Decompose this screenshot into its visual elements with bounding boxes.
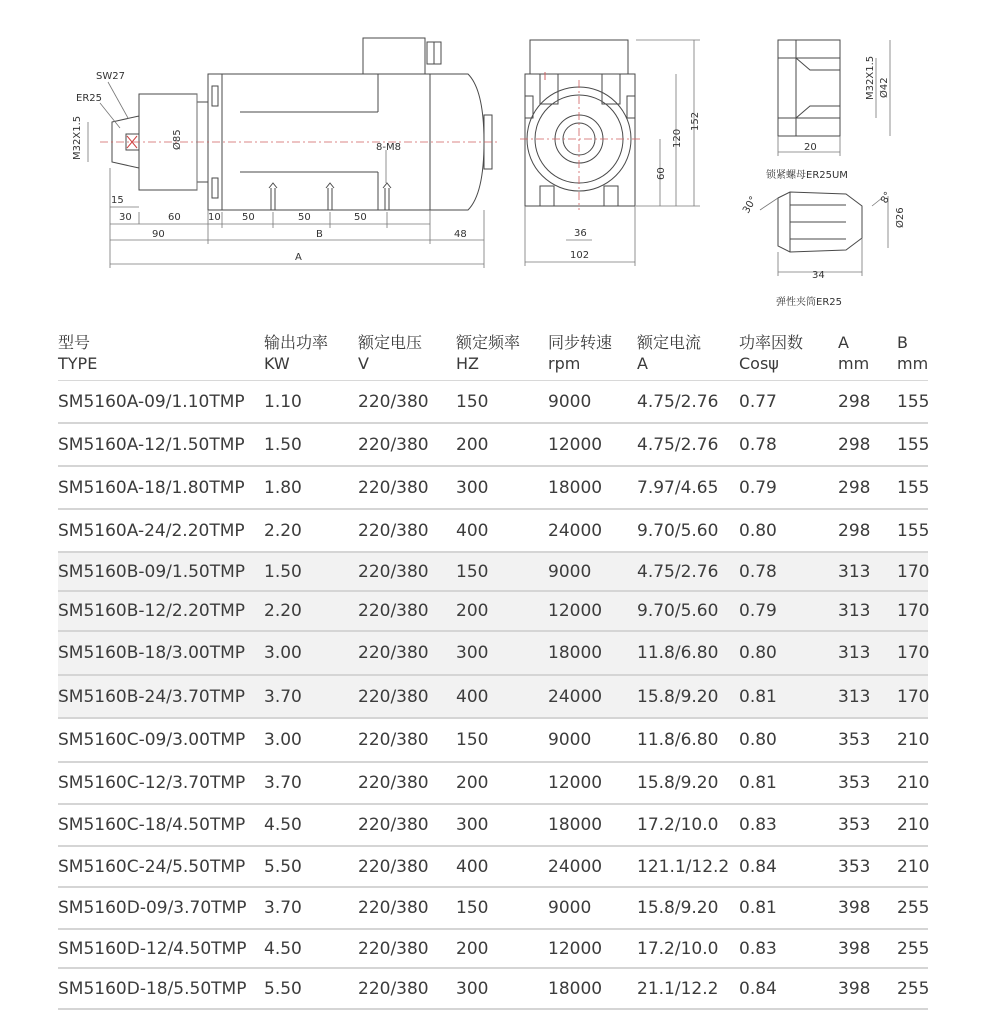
table-cell: SM5160B-09/1.50TMP	[58, 561, 246, 582]
header-en: TYPE	[58, 354, 98, 373]
label-30: 30	[119, 212, 132, 223]
table-cell: 210	[897, 730, 930, 750]
table-cell: 220/380	[358, 434, 429, 455]
label-sw27: SW27	[96, 71, 125, 82]
table-cell: 18000	[548, 477, 603, 498]
table-cell: 353	[838, 773, 871, 793]
table-cell: SM5160C-24/5.50TMP	[58, 856, 246, 877]
header-zh: 输出功率	[264, 333, 329, 352]
table-cell: 15.8/9.20	[637, 898, 719, 918]
table-cell: 155	[897, 434, 930, 455]
header-zh: 型号	[58, 333, 91, 352]
table-cell: 353	[838, 815, 871, 835]
table-cell: 220/380	[358, 730, 429, 750]
table-cell: 220/380	[358, 978, 429, 999]
table-cell: 155	[897, 520, 930, 541]
table-cell: 210	[897, 815, 930, 835]
table-cell: SM5160C-18/4.50TMP	[58, 815, 246, 835]
header-cell	[264, 328, 358, 380]
header-en: Cosψ	[739, 354, 779, 373]
table-cell: 255	[897, 978, 930, 999]
label-60-front: 60	[656, 167, 667, 180]
label-m32x15-nut: M32X1.5	[865, 55, 876, 100]
table-row	[58, 467, 928, 510]
table-cell: 220/380	[358, 856, 429, 877]
table-cell: 353	[838, 730, 871, 750]
label-d85: Ø85	[172, 129, 183, 150]
table-cell: 0.78	[739, 434, 777, 455]
table-cell: 0.80	[739, 520, 777, 541]
table-cell: 12000	[548, 434, 603, 455]
label-36: 36	[574, 228, 587, 239]
table-cell: SM5160C-09/3.00TMP	[58, 730, 246, 750]
header-zh: 同步转速	[548, 333, 613, 352]
header-en: KW	[264, 354, 290, 373]
table-cell: 12000	[548, 601, 603, 621]
table-cell: 0.78	[739, 561, 777, 582]
table-cell: SM5160A-24/2.20TMP	[58, 520, 245, 541]
table-row	[58, 553, 928, 592]
table-cell: 200	[456, 938, 489, 959]
table-cell: 12000	[548, 773, 603, 793]
label-102: 102	[570, 250, 590, 261]
table-header	[58, 328, 928, 381]
table-cell: 3.70	[264, 898, 302, 918]
table-cell: 9.70/5.60	[637, 520, 719, 541]
table-cell: 0.80	[739, 730, 777, 750]
table-cell: 15.8/9.20	[637, 686, 719, 707]
table-cell: 0.81	[739, 686, 777, 707]
table-cell: 4.50	[264, 815, 302, 835]
header-cell	[838, 328, 897, 380]
table-cell: SM5160D-09/3.70TMP	[58, 898, 247, 918]
table-cell: SM5160A-09/1.10TMP	[58, 391, 245, 412]
header-cell	[358, 328, 456, 380]
table-row	[58, 930, 928, 969]
header-en: A	[637, 354, 648, 373]
table-cell: 220/380	[358, 773, 429, 793]
table-cell: 220/380	[358, 477, 429, 498]
label-34: 34	[812, 270, 825, 281]
table-cell: 298	[838, 434, 871, 455]
table-cell: 313	[838, 643, 871, 663]
label-15: 15	[111, 195, 124, 206]
table-cell: SM5160D-18/5.50TMP	[58, 978, 247, 999]
header-en: mm	[897, 354, 929, 373]
header-zh: 额定频率	[456, 333, 521, 352]
label-d26: Ø26	[895, 207, 906, 228]
table-row	[58, 969, 928, 1010]
table-cell: 17.2/10.0	[637, 815, 719, 835]
table-row	[58, 632, 928, 676]
table-cell: 0.80	[739, 643, 777, 663]
table-cell: 150	[456, 730, 489, 750]
table-cell: 0.79	[739, 601, 777, 621]
table-cell: 220/380	[358, 898, 429, 918]
nut-caption: 锁紧螺母ER25UM	[766, 170, 848, 181]
table-cell: 220/380	[358, 391, 429, 412]
table-cell: SM5160C-12/3.70TMP	[58, 773, 246, 793]
table-cell: 298	[838, 477, 871, 498]
table-row	[58, 676, 928, 719]
table-cell: 298	[838, 391, 871, 412]
table-cell: 400	[456, 686, 489, 707]
table-cell: 5.50	[264, 978, 302, 999]
table-cell: 220/380	[358, 561, 429, 582]
table-cell: 9000	[548, 561, 592, 582]
table-row	[58, 592, 928, 632]
table-cell: 313	[838, 561, 871, 582]
table-row	[58, 719, 928, 763]
header-en: rpm	[548, 354, 581, 373]
label-8m8: 8-M8	[376, 142, 401, 153]
table-cell: 18000	[548, 978, 603, 999]
table-cell: 2.20	[264, 520, 302, 541]
table-cell: 0.84	[739, 978, 777, 999]
table-cell: 150	[456, 898, 489, 918]
table-cell: 3.70	[264, 773, 302, 793]
table-cell: 11.8/6.80	[637, 730, 719, 750]
table-cell: 220/380	[358, 815, 429, 835]
side-view-labels	[72, 71, 467, 263]
header-en: V	[358, 354, 369, 373]
table-cell: 398	[838, 978, 871, 999]
table-cell: 2.20	[264, 601, 302, 621]
label-er25: ER25	[76, 93, 102, 104]
header-cell	[58, 328, 264, 380]
table-cell: 300	[456, 643, 489, 663]
table-cell: 170	[897, 601, 930, 621]
table-cell: 4.50	[264, 938, 302, 959]
table-cell: 220/380	[358, 686, 429, 707]
table-cell: 398	[838, 938, 871, 959]
table-body	[58, 381, 928, 1010]
table-cell: 21.1/12.2	[637, 978, 719, 999]
table-cell: 18000	[548, 815, 603, 835]
table-cell: 24000	[548, 856, 603, 877]
table-row	[58, 805, 928, 847]
table-row	[58, 381, 928, 424]
table-cell: 150	[456, 561, 489, 582]
header-cell	[897, 328, 928, 380]
table-cell: SM5160A-18/1.80TMP	[58, 477, 245, 498]
collet-caption: 弹性夹筒ER25	[776, 297, 842, 308]
table-cell: 210	[897, 856, 930, 877]
table-cell: 1.10	[264, 391, 302, 412]
table-cell: 11.8/6.80	[637, 643, 719, 663]
table-cell: 400	[456, 520, 489, 541]
table-cell: 1.50	[264, 434, 302, 455]
table-cell: 1.80	[264, 477, 302, 498]
table-cell: 18000	[548, 643, 603, 663]
table-cell: 4.75/2.76	[637, 391, 719, 412]
label-152: 152	[690, 111, 701, 131]
table-row	[58, 510, 928, 553]
table-cell: 0.77	[739, 391, 777, 412]
table-cell: 255	[897, 938, 930, 959]
label-30deg: 30°	[741, 194, 760, 216]
label-a: A	[295, 252, 302, 263]
table-row	[58, 847, 928, 888]
table-cell: SM5160D-12/4.50TMP	[58, 938, 247, 959]
table-cell: 4.75/2.76	[637, 561, 719, 582]
table-row	[58, 424, 928, 467]
table-cell: 9000	[548, 730, 592, 750]
table-cell: 0.83	[739, 815, 777, 835]
label-20: 20	[804, 142, 817, 153]
table-cell: 300	[456, 978, 489, 999]
header-cell	[456, 328, 548, 380]
table-cell: 0.81	[739, 773, 777, 793]
label-90: 90	[152, 229, 165, 240]
table-cell: 300	[456, 815, 489, 835]
header-en: mm	[838, 354, 870, 373]
table-cell: 5.50	[264, 856, 302, 877]
header-zh: B	[897, 333, 908, 352]
table-row	[58, 763, 928, 805]
table-cell: 0.84	[739, 856, 777, 877]
table-cell: 255	[897, 898, 930, 918]
table-cell: SM5160B-18/3.00TMP	[58, 643, 246, 663]
label-50b: 50	[298, 212, 311, 223]
table-cell: 24000	[548, 520, 603, 541]
table-cell: 9000	[548, 898, 592, 918]
table-cell: 220/380	[358, 520, 429, 541]
header-zh: 额定电压	[358, 333, 423, 352]
header-en: HZ	[456, 354, 479, 373]
table-cell: 150	[456, 391, 489, 412]
table-cell: 170	[897, 686, 930, 707]
table-cell: 3.70	[264, 686, 302, 707]
label-8deg: 8°	[879, 190, 895, 206]
table-cell: 313	[838, 601, 871, 621]
table-cell: 220/380	[358, 643, 429, 663]
collet-drawing	[760, 192, 888, 276]
header-cell	[548, 328, 637, 380]
technical-drawings	[0, 0, 1000, 320]
table-row	[58, 888, 928, 930]
label-120: 120	[672, 128, 683, 148]
table-cell: 9000	[548, 391, 592, 412]
label-m32x15: M32X1.5	[72, 115, 83, 160]
label-50c: 50	[354, 212, 367, 223]
header-cell	[739, 328, 838, 380]
table-cell: 298	[838, 520, 871, 541]
header-zh: 额定电流	[637, 333, 702, 352]
table-cell: 3.00	[264, 730, 302, 750]
table-cell: 170	[897, 561, 930, 582]
table-cell: 200	[456, 434, 489, 455]
table-cell: 7.97/4.65	[637, 477, 719, 498]
table-cell: 9.70/5.60	[637, 601, 719, 621]
table-cell: 15.8/9.20	[637, 773, 719, 793]
table-cell: 170	[897, 643, 930, 663]
table-cell: 313	[838, 686, 871, 707]
table-cell: 220/380	[358, 938, 429, 959]
header-zh: 功率因数	[739, 333, 804, 352]
label-d42: Ø42	[879, 77, 890, 98]
table-cell: 1.50	[264, 561, 302, 582]
table-cell: 155	[897, 391, 930, 412]
table-cell: SM5160A-12/1.50TMP	[58, 434, 245, 455]
table-cell: 17.2/10.0	[637, 938, 719, 959]
table-cell: SM5160B-24/3.70TMP	[58, 686, 246, 707]
table-cell: 200	[456, 773, 489, 793]
collet-labels	[741, 190, 906, 308]
table-cell: 400	[456, 856, 489, 877]
label-10: 10	[208, 212, 221, 223]
label-48: 48	[454, 229, 467, 240]
table-cell: SM5160B-12/2.20TMP	[58, 601, 246, 621]
table-cell: 210	[897, 773, 930, 793]
label-60: 60	[168, 212, 181, 223]
front-view-drawing	[520, 40, 700, 266]
table-cell: 0.81	[739, 898, 777, 918]
label-50a: 50	[242, 212, 255, 223]
table-cell: 4.75/2.76	[637, 434, 719, 455]
table-cell: 24000	[548, 686, 603, 707]
side-view-drawing	[88, 38, 500, 268]
table-cell: 398	[838, 898, 871, 918]
table-cell: 200	[456, 601, 489, 621]
table-cell: 0.79	[739, 477, 777, 498]
table-cell: 3.00	[264, 643, 302, 663]
table-cell: 155	[897, 477, 930, 498]
table-cell: 12000	[548, 938, 603, 959]
header-cell	[637, 328, 739, 380]
header-zh: A	[838, 333, 849, 352]
table-cell: 121.1/12.2	[637, 856, 730, 877]
label-b: B	[316, 229, 323, 240]
table-cell: 300	[456, 477, 489, 498]
spec-table	[58, 328, 928, 1010]
table-cell: 0.83	[739, 938, 777, 959]
table-cell: 220/380	[358, 601, 429, 621]
table-cell: 353	[838, 856, 871, 877]
